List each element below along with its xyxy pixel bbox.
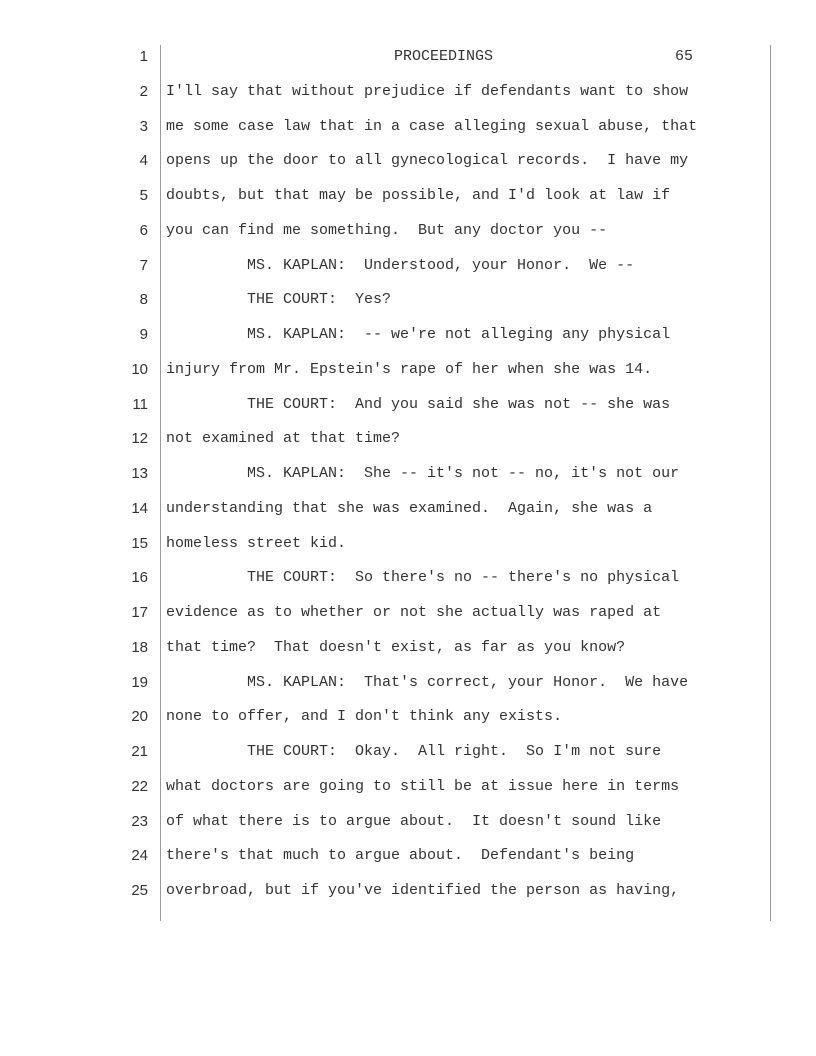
transcript-line — [0, 499, 816, 534]
line-text: none to offer, and I don't think any exists. — [166, 708, 563, 726]
line-number: 5 — [139, 187, 148, 204]
line-text: what doctors are going to still be at issue here in terms — [166, 777, 680, 795]
page-number: 65 — [675, 48, 694, 65]
line-text: MS. KAPLAN: She -- it's not -- no, it's not our — [166, 465, 680, 482]
line-number: 25 — [131, 882, 148, 899]
transcript-line — [0, 151, 816, 186]
line-text: there's that much to argue about. Defendant's being — [166, 847, 635, 865]
line-number: 13 — [131, 465, 148, 482]
transcript-line — [0, 603, 816, 638]
line-text: opens up the door to all gynecological records. I have my — [166, 152, 689, 170]
line-number: 21 — [131, 743, 148, 760]
line-text: THE COURT: Okay. All right. So I'm not sure — [166, 743, 662, 760]
transcript-line — [0, 221, 816, 256]
transcript-line — [0, 812, 816, 847]
line-number: 24 — [131, 847, 148, 865]
line-number: 10 — [131, 360, 148, 378]
transcript-line — [0, 186, 816, 221]
line-text: THE COURT: And you said she was not -- she was — [166, 395, 671, 413]
line-text: homeless street kid. — [166, 534, 347, 552]
line-number: 6 — [139, 221, 148, 239]
transcript-line — [0, 82, 816, 117]
line-number: 7 — [139, 256, 148, 274]
line-text: evidence as to whether or not she actually was raped at — [166, 604, 662, 621]
transcript-line — [0, 395, 816, 430]
line-number: 11 — [132, 395, 148, 413]
line-number: 8 — [139, 291, 148, 309]
line-text: doubts, but that may be possible, and I'd look at law if — [166, 187, 671, 204]
line-number: 14 — [131, 499, 148, 517]
transcript-line — [0, 429, 816, 464]
line-number: 9 — [139, 326, 148, 343]
line-text: me some case law that in a case alleging sexual abuse, that — [166, 117, 698, 135]
transcript-line — [0, 325, 816, 360]
line-number: 22 — [131, 777, 148, 795]
line-number: 18 — [131, 638, 148, 656]
line-text: MS. KAPLAN: That's correct, your Honor. We have — [166, 673, 689, 691]
line-number: 23 — [131, 812, 148, 830]
line-number: 17 — [131, 604, 148, 621]
line-text: MS. KAPLAN: -- we're not alleging any physical — [166, 326, 671, 343]
line-text: I'll say that without prejudice if defendants want to show — [166, 82, 689, 100]
line-number: 4 — [139, 152, 148, 170]
line-text: THE COURT: Yes? — [166, 291, 392, 309]
line-text: injury from Mr. Epstein's rape of her when she was 14. — [166, 360, 653, 378]
line-number: 1 — [139, 48, 148, 65]
transcript-line — [0, 534, 816, 569]
line-number: 2 — [139, 82, 148, 100]
line-number: 15 — [131, 534, 148, 552]
line-text: that time? That doesn't exist, as far as you know? — [166, 638, 626, 656]
line-text: overbroad, but if you've identified the person as having, — [166, 882, 680, 899]
line-text: THE COURT: So there's no -- there's no physical — [166, 569, 680, 587]
transcript-line — [0, 117, 816, 152]
line-text: you can find me something. But any doctor you -- — [166, 221, 608, 239]
line-text: MS. KAPLAN: Understood, your Honor. We -- — [166, 256, 635, 274]
transcript-line — [0, 47, 816, 82]
transcript-line — [0, 777, 816, 812]
line-number: 20 — [131, 708, 148, 726]
transcript-line — [0, 290, 816, 325]
transcript-line — [0, 673, 816, 708]
transcript-line — [0, 846, 816, 881]
line-number: 19 — [131, 673, 148, 691]
transcript-line — [0, 568, 816, 603]
line-text: of what there is to argue about. It doesn't sound like — [166, 812, 662, 830]
line-number: 3 — [139, 117, 148, 135]
transcript-line — [0, 256, 816, 291]
transcript-line — [0, 360, 816, 395]
line-text: not examined at that time? — [166, 430, 401, 448]
transcript-line — [0, 707, 816, 742]
header-title: PROCEEDINGS — [394, 48, 494, 65]
transcript-line — [0, 881, 816, 916]
transcript-line — [0, 742, 816, 777]
transcript-line — [0, 464, 816, 499]
line-number: 12 — [131, 430, 148, 448]
transcript-line — [0, 638, 816, 673]
line-text: understanding that she was examined. Again, she was a — [166, 499, 653, 517]
line-number: 16 — [131, 569, 148, 587]
